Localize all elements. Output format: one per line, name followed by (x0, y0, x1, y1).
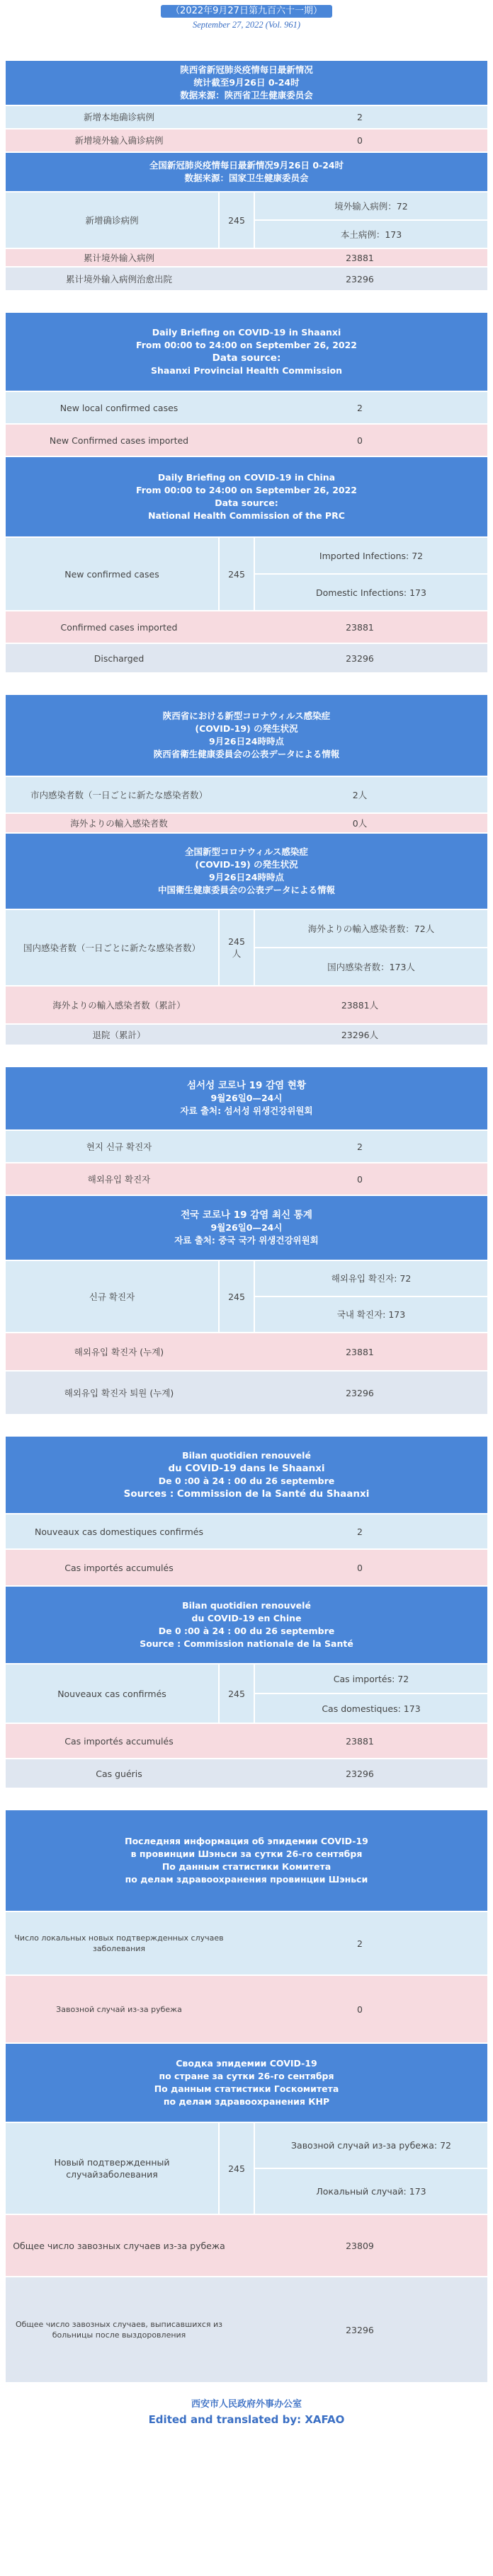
header-line: du COVID-19 en Chine (191, 1613, 302, 1623)
table-row (6, 909, 487, 985)
row-label: Confirmed cases imported (60, 621, 178, 633)
row-value: 2 (357, 1526, 363, 1537)
header-line: 数据来源：陕西省卫生健康委员会 (180, 90, 313, 100)
row-label: 현지 신규 확진자 (86, 1141, 152, 1152)
header-line: (COVID-19) の発生状況 (195, 723, 298, 734)
header-line: 9月26日24時時点 (209, 872, 284, 882)
issue-date: September 27, 2022 (Vol. 961) (192, 20, 301, 30)
section-chinese (6, 61, 487, 290)
row-breakdown (254, 538, 487, 610)
ru-national-header (6, 2044, 487, 2122)
table-row (6, 643, 487, 672)
header-line: Bilan quotidien renouvelé (182, 1600, 311, 1611)
issue-title: （2022年9月27日第九百六十一期） (161, 5, 332, 18)
row-value: 2 (357, 112, 363, 122)
imported-count: Imported Infections: 72 (319, 550, 424, 561)
ja-national-table (6, 834, 487, 1045)
row-label: 海外よりの輸入感染者数 (70, 817, 168, 829)
row-label: Discharged (94, 652, 144, 664)
row-value: 23296 (346, 1768, 374, 1779)
row-value: 2 (357, 1141, 363, 1152)
row-value: 0 (357, 1173, 363, 1185)
row-total: 245 (218, 192, 254, 248)
row-label: 해외유입 확진자 퇴원 (누계) (64, 1387, 174, 1398)
row-value: 23296 (346, 273, 374, 284)
row-value: 23809 (346, 2240, 374, 2251)
imported-count: Завозной случай из-за рубежа: 72 (291, 2140, 451, 2151)
en-national-table (6, 457, 487, 672)
footer-office: 西安市人民政府外事办公室 (191, 2399, 302, 2410)
header-line: 섬서성 코로나 19 감염 현황 (187, 1080, 306, 1091)
row-total: 245 (218, 1261, 254, 1332)
footer-credit: Edited and translated by: XAFAO (148, 2413, 345, 2426)
row-label: Новый подтвержденный случайзаболевания (54, 2157, 170, 2180)
header-line: Daily Briefing on COVID-19 in China (157, 472, 336, 483)
domestic-count: 국내 확진자: 173 (255, 1296, 487, 1332)
row-value: 23296人 (341, 1029, 379, 1040)
row-value: 2人 (352, 789, 368, 800)
row-label: 海外よりの輸入感染者数（累計） (52, 999, 186, 1011)
row-total: 245 (218, 538, 254, 610)
header-line: По данным статистики Госкомитета (154, 2083, 339, 2094)
ja-national-header (6, 834, 487, 909)
header-line: (COVID-19) の発生状況 (195, 859, 298, 870)
domestic-count: 本土病例：173 (255, 219, 487, 248)
fr-national-header (6, 1587, 487, 1663)
row-value: 23881 (346, 1346, 374, 1357)
row-breakdown (254, 1664, 487, 1723)
header-line: Data source: (212, 352, 281, 364)
row-label: 累计境外输入病例 (83, 252, 154, 263)
zh-provincial-header (6, 61, 487, 105)
table-row (6, 105, 487, 128)
header-line: 统计截至9月26日 0-24时 (193, 77, 300, 88)
row-label: Cas guéris (96, 1768, 142, 1779)
en-provincial-table (6, 313, 487, 456)
table-row (6, 1129, 487, 1162)
row-value: 0 (357, 1562, 363, 1573)
row-value: 0 (357, 2003, 363, 2015)
table-row (6, 1974, 487, 2042)
header-line: 9月26日24時時点 (209, 736, 284, 747)
table-row (6, 1758, 487, 1788)
row-label: 신규 확진자 (89, 1291, 135, 1302)
row-breakdown (254, 910, 487, 985)
header-line: De 0 :00 à 24 : 00 du 26 septembre (158, 1476, 335, 1486)
table-row (6, 1370, 487, 1414)
imported-count: 境外输入病例：72 (334, 200, 408, 212)
table-row (6, 266, 487, 290)
row-label: 해외유입 확진자 (87, 1173, 151, 1185)
header-line: 9월26일0—24시 (210, 1222, 283, 1233)
table-row (6, 128, 487, 151)
domestic-count: Локальный случай: 173 (255, 2168, 487, 2214)
table-row (6, 985, 487, 1023)
header-line: Сводка эпидемии COVID-19 (176, 2058, 317, 2069)
row-label: 退院（累計） (92, 1029, 146, 1040)
row-breakdown (254, 1261, 487, 1332)
table-row (6, 1260, 487, 1332)
ru-national-table (6, 2044, 487, 2382)
table-row (6, 2214, 487, 2276)
row-label: Завозной случай из-за рубежа (56, 2004, 182, 2014)
row-label: 新增境外输入确诊病例 (74, 135, 164, 146)
ja-provincial-table (6, 695, 487, 832)
row-value: 23881 (346, 621, 374, 633)
table-row (6, 610, 487, 643)
ko-provincial-header (6, 1067, 487, 1129)
header-line: Последняя информация об эпидемии COVID-19 (125, 1836, 368, 1846)
section-english (6, 313, 487, 672)
fr-national-table (6, 1587, 487, 1788)
row-value: 0 (357, 435, 363, 446)
fr-provincial-table (6, 1437, 487, 1585)
row-total: 245 (218, 1664, 254, 1723)
row-value: 23296 (346, 1387, 374, 1398)
table-row (6, 1513, 487, 1548)
header-line: From 00:00 to 24:00 on September 26, 2022 (135, 485, 358, 495)
row-breakdown (254, 2123, 487, 2214)
row-breakdown (254, 192, 487, 248)
header-line: по стране за сутки 26-го сентября (159, 2071, 334, 2081)
header-line: по делам здравоохранения провинции Шэньси (125, 1874, 368, 1885)
row-label: Cas importés accumulés (64, 1735, 174, 1747)
row-value: 23881人 (341, 999, 379, 1011)
row-value: 23881 (346, 1735, 374, 1747)
row-value: 2 (357, 402, 363, 413)
header-line: Shaanxi Provincial Health Commission (150, 365, 342, 376)
row-value: 0 (357, 135, 363, 146)
header-line: De 0 :00 à 24 : 00 du 26 septembre (158, 1626, 335, 1636)
row-value: 23296 (346, 652, 374, 664)
header-line: Data source: (215, 498, 278, 508)
table-row (6, 2122, 487, 2214)
header-line: 전국 코로나 19 감염 최신 통계 (181, 1209, 312, 1221)
header-line: по делам здравоохранения КНР (163, 2096, 330, 2107)
ko-national-header (6, 1196, 487, 1260)
row-label: Nouveaux cas domestiques confirmés (35, 1526, 203, 1537)
table-row (6, 2276, 487, 2382)
row-value: 0人 (352, 817, 368, 829)
row-label: Cas importés accumulés (64, 1562, 174, 1573)
table-row (6, 1911, 487, 1974)
header-line: 陕西省新冠肺炎疫情每日最新情况 (180, 64, 313, 75)
row-value: 23296 (346, 2324, 374, 2335)
table-row (6, 191, 487, 248)
header-line: National Health Commission of the PRC (148, 510, 345, 521)
imported-count: Cas importés: 72 (333, 1673, 409, 1684)
row-label: New local confirmed cases (60, 402, 178, 413)
row-value: 23881 (346, 252, 374, 263)
table-row (6, 1023, 487, 1045)
header-line: 全国新冠肺炎疫情每日最新情况9月26日 0-24时 (149, 160, 344, 171)
ru-provincial-table (6, 1810, 487, 2042)
zh-provincial-table (6, 61, 487, 151)
zh-national-table (6, 153, 487, 290)
header-line: du COVID-19 dans le Shaanxi (168, 1463, 325, 1474)
table-row (6, 1548, 487, 1585)
ko-national-table (6, 1196, 487, 1414)
header-line: From 00:00 to 24:00 on September 26, 2022 (135, 340, 358, 350)
footer (6, 2382, 487, 2427)
row-label: New confirmed cases (64, 568, 159, 580)
domestic-count: Domestic Infections: 173 (255, 573, 487, 610)
section-russian (6, 1810, 487, 2382)
table-row (6, 776, 487, 812)
header-line: 陝西省における新型コロナウィルス感染症 (162, 711, 331, 721)
header-line: 陝西省衛生健康委員会の公表データによる情報 (153, 749, 340, 759)
imported-count: 海外よりの輸入感染者数：72人 (307, 923, 435, 934)
header-line: 数据来源：国家卫生健康委员会 (184, 173, 309, 183)
fr-provincial-header (6, 1437, 487, 1513)
row-total: 245 (218, 2123, 254, 2214)
header-line: Bilan quotidien renouvelé (182, 1450, 311, 1461)
section-french (6, 1437, 487, 1788)
header-line: Sources : Commission de la Santé du Shaanxi (123, 1488, 370, 1500)
table-row (6, 536, 487, 610)
en-national-header (6, 457, 487, 536)
table-row (6, 1723, 487, 1758)
imported-count: 해외유입 확진자: 72 (331, 1273, 412, 1284)
ko-provincial-table (6, 1067, 487, 1195)
table-row (6, 1663, 487, 1723)
row-label: 市内感染者数（一日ごとに新たな感染者数） (30, 789, 208, 800)
en-provincial-header (6, 313, 487, 391)
table-row (6, 391, 487, 423)
header-line: 全国新型コロナウィルス感染症 (185, 846, 308, 857)
ru-provincial-header (6, 1810, 487, 1911)
header-line: По данным статистики Комитета (162, 1861, 332, 1872)
row-label: 新增本地确诊病例 (83, 112, 154, 122)
row-label: 해외유입 확진자 (누계) (74, 1346, 164, 1357)
table-row (6, 1162, 487, 1195)
table-row (6, 423, 487, 456)
domestic-count: 国内感染者数：173人 (255, 947, 487, 985)
header-line: Daily Briefing on COVID-19 in Shaanxi (152, 327, 341, 338)
row-label: Общее число завозных случаев, выписавшихся из больницы после выздоровления (15, 2320, 223, 2340)
row-label: Nouveaux cas confirmés (57, 1688, 166, 1699)
row-label: 国内感染者数（一日ごとに新たな感染者数） (23, 942, 200, 953)
table-row (6, 812, 487, 832)
row-label: 累计境外输入病例治愈出院 (65, 273, 172, 284)
row-value: 2 (357, 1938, 363, 1949)
zh-national-header (6, 153, 487, 191)
header-line: 자료 출처: 섬서성 위생건강위원회 (180, 1105, 313, 1116)
section-japanese (6, 695, 487, 1045)
header-line: Source : Commission nationale de la Santé (140, 1638, 353, 1649)
section-korean (6, 1067, 487, 1414)
row-total: 245人 (218, 910, 254, 985)
issue-banner (6, 0, 487, 37)
ja-provincial-header (6, 695, 487, 776)
header-line: 9월26일0—24시 (210, 1093, 283, 1103)
domestic-count: Cas domestiques: 173 (255, 1693, 487, 1723)
row-label: Общее число завозных случаев из-за рубежа (13, 2240, 225, 2251)
row-label: New Confirmed cases imported (49, 435, 189, 446)
header-line: 자료 출처: 중국 국가 위생건강위원회 (174, 1235, 319, 1246)
row-label: Число локальных новых подтвержденных случаев заболевания (14, 1933, 224, 1953)
header-line: в провинции Шэньси за сутки 26-го сентября (130, 1848, 363, 1859)
table-row (6, 248, 487, 266)
row-label: 新增确诊病例 (85, 214, 139, 226)
header-line: 中国衛生健康委員会の公表データによる情報 (157, 885, 335, 895)
table-row (6, 1332, 487, 1370)
